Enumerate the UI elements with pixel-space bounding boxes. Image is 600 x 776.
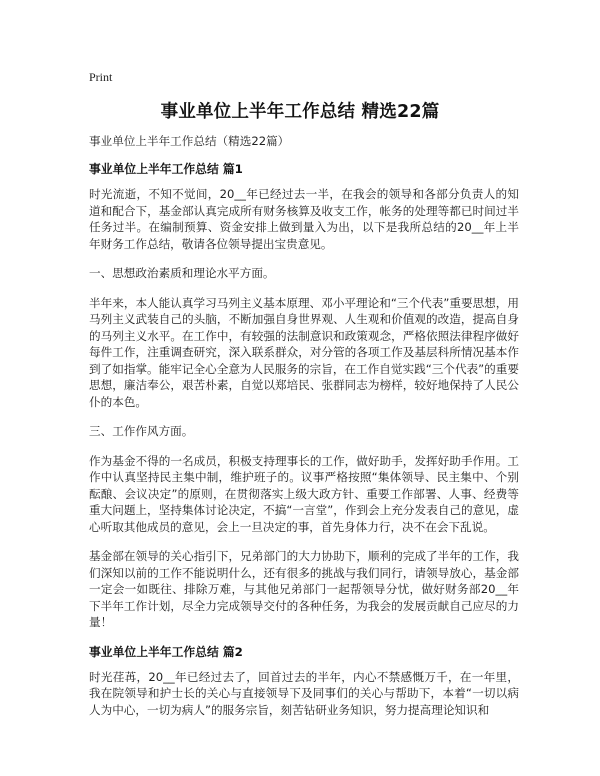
document-body [89,133,519,731]
paragraph: 作为基金不得的一名成员，积极支持理事长的工作，做好助手，发挥好助手作用。工作中认真坚持民主集中制，维护班子的。议事严格按照“集体领导、民主集中、个别酝酿、会议决定”的原则，在贯彻落实上级大政方针、重要工作部署、人事、经费等重大问题上，坚持集体讨论决定，不搞“一言堂”，作到会上充分发表自己的意见，虚心听取其他成员的意见，会上一旦决定的事，首先身体力行，决不在会下乱说。 [89,453,519,534]
section-heading-1: 事业单位上半年工作总结 篇1 [89,162,243,176]
paragraph: 基金部在领导的关心指引下，兄弟部门的大力协助下，顺利的完成了半年的工作，我们深知以前的工作不能说明什么，还有很多的挑战与我们同行，请领导放心，基金部一定会一如既往、排除万难，与其他兄弟部门一起帮领导分忧，做好财务部20__年下半年工作计划，尽全力完成领导交付的各种任务，为我会的发展贡献自己应尽的力量！ [89,549,519,629]
section-heading-2: 事业单位上半年工作总结 篇2 [89,644,243,659]
subheading-paragraph: 三、工作作风方面。 [89,424,194,438]
document-subtitle: 事业单位上半年工作总结（精选22篇） [89,134,290,148]
paragraph: 时光流逝，不知不觉间，20__年已经过去一半，在我会的领导和各部分负责人的知道和配合下，基金部认真完成所有财务核算及收支工作，帐务的处理等都已时间过半任务过半。在编制预算、资金安排上做到量入为出，以下是我所总结的20__年上半年财务工作总结，敬请各位领导提出宝贵意见。 [89,187,519,251]
document-title: 事业单位上半年工作总结 精选22篇 [160,102,440,122]
print-link[interactable]: Print [89,70,113,84]
paragraph: 时光荏苒，20__年已经过去了，回首过去的半年，内心不禁感慨万千，在一年里，我在院领导和护士长的关心与直接领导下及同事们的关心与帮助下，本着“一切以病人为中心，一切为病人”的服务宗旨，刻苦钻研业务知识，努力提高理论知识和 [89,669,519,717]
subheading-paragraph: 一、思想政治素质和理论水平方面。 [89,266,275,280]
paragraph: 半年来，本人能认真学习马列主义基本原理、邓小平理论和“三个代表”重要思想，用马列主义武装自己的头脑，不断加强自身世界观、人生观和价值观的改造，提高自身的马列主义水平。在工作中，有较强的法制意识和政策观念，严格依照法律程序做好每件工作，注重调查研究，深入联系群众，对分管的各项工作及基层科所情况基本作到了如指掌。能牢记全心全意为人民服务的宗旨，在工作自觉实践“三个代表”的重要思想，廉洁奉公，艰苦朴素，自觉以郑培民、张群同志为榜样，较好地保持了人民公仆的本色。 [89,295,519,409]
